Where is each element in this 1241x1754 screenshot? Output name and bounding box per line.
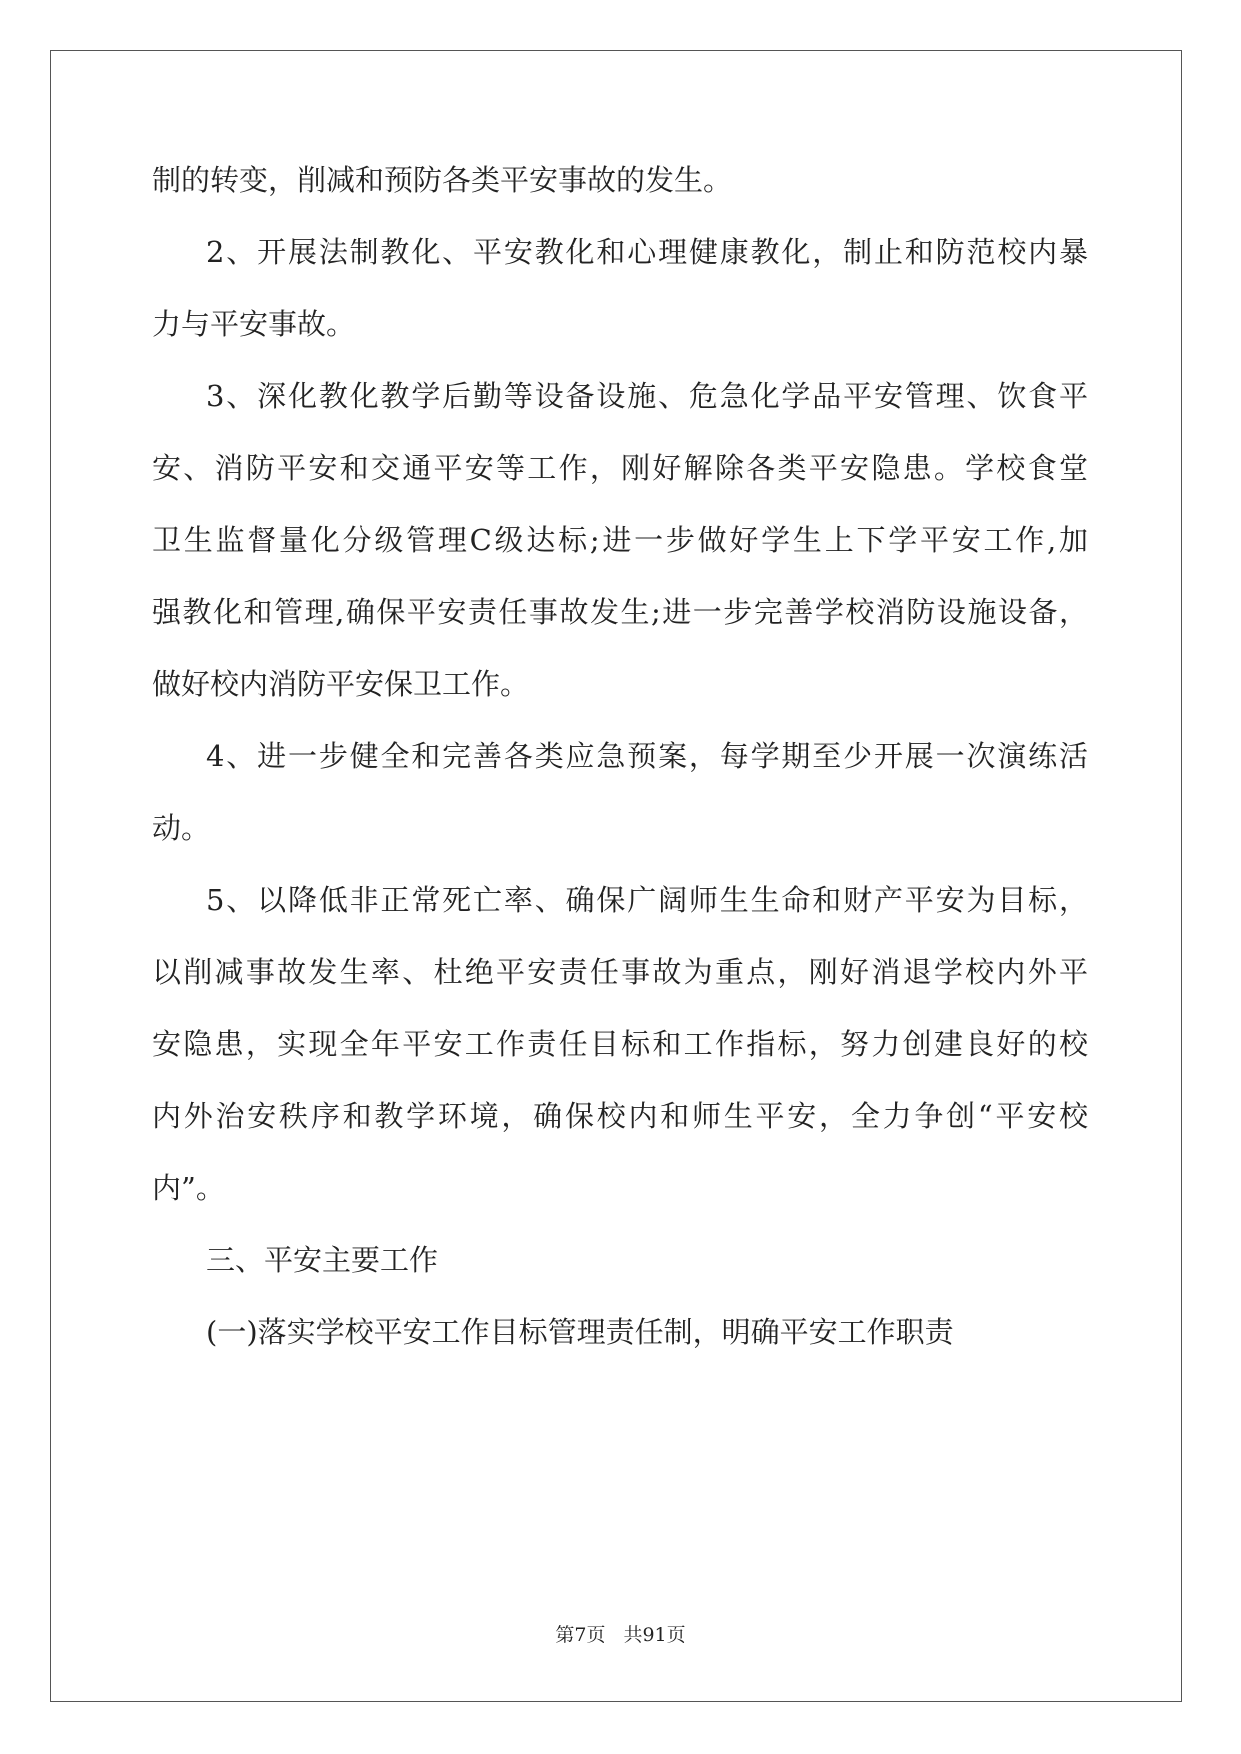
text-line-10: 动。 [152,811,211,845]
text-line-8: 做好校内消防平安保卫工作。 [152,667,530,701]
text-line-14: 内外治安秩序和教学环境，确保校内和师生平安，全力争创“平安校 [152,1099,1088,1133]
subsection-heading: (一)落实学校平安工作目标管理责任制，明确平安工作职责 [206,1315,954,1349]
text-line-9: 4、进一步健全和完善各类应急预案，每学期至少开展一次演练活 [206,739,1088,773]
text-line-12: 以削减事故发生率、杜绝平安责任事故为重点，刚好消退学校内外平 [152,955,1088,989]
page-number: 第7页 [555,1624,606,1646]
text-line-5: 安、消防平安和交通平安等工作，刚好解除各类平安隐患。学校食堂 [152,451,1088,485]
page-border [50,50,1182,1702]
text-line-4: 3、深化教化教学后勤等设备设施、危急化学品平安管理、饮食平 [206,379,1088,413]
text-line-11: 5、以降低非正常死亡率、确保广阔师生生命和财产平安为目标， [206,883,1088,917]
text-line-13: 安隐患，实现全年平安工作责任目标和工作指标，努力创建良好的校 [152,1027,1088,1061]
section-heading: 三、平安主要工作 [206,1243,439,1277]
text-line-15: 内”。 [152,1171,225,1205]
text-line-6: 卫生监督量化分级管理C级达标;进一步做好学生上下学平安工作,加 [152,523,1088,557]
page-footer [0,1620,1241,1647]
text-line-7: 强教化和管理,确保平安责任事故发生;进一步完善学校消防设施设备， [152,595,1088,629]
text-line-2: 2、开展法制教化、平安教化和心理健康教化，制止和防范校内暴 [206,235,1088,269]
text-line-3: 力与平安事故。 [152,307,356,341]
text-line-1: 制的转变，削减和预防各类平安事故的发生。 [152,163,733,197]
page-total: 共91页 [623,1624,686,1646]
